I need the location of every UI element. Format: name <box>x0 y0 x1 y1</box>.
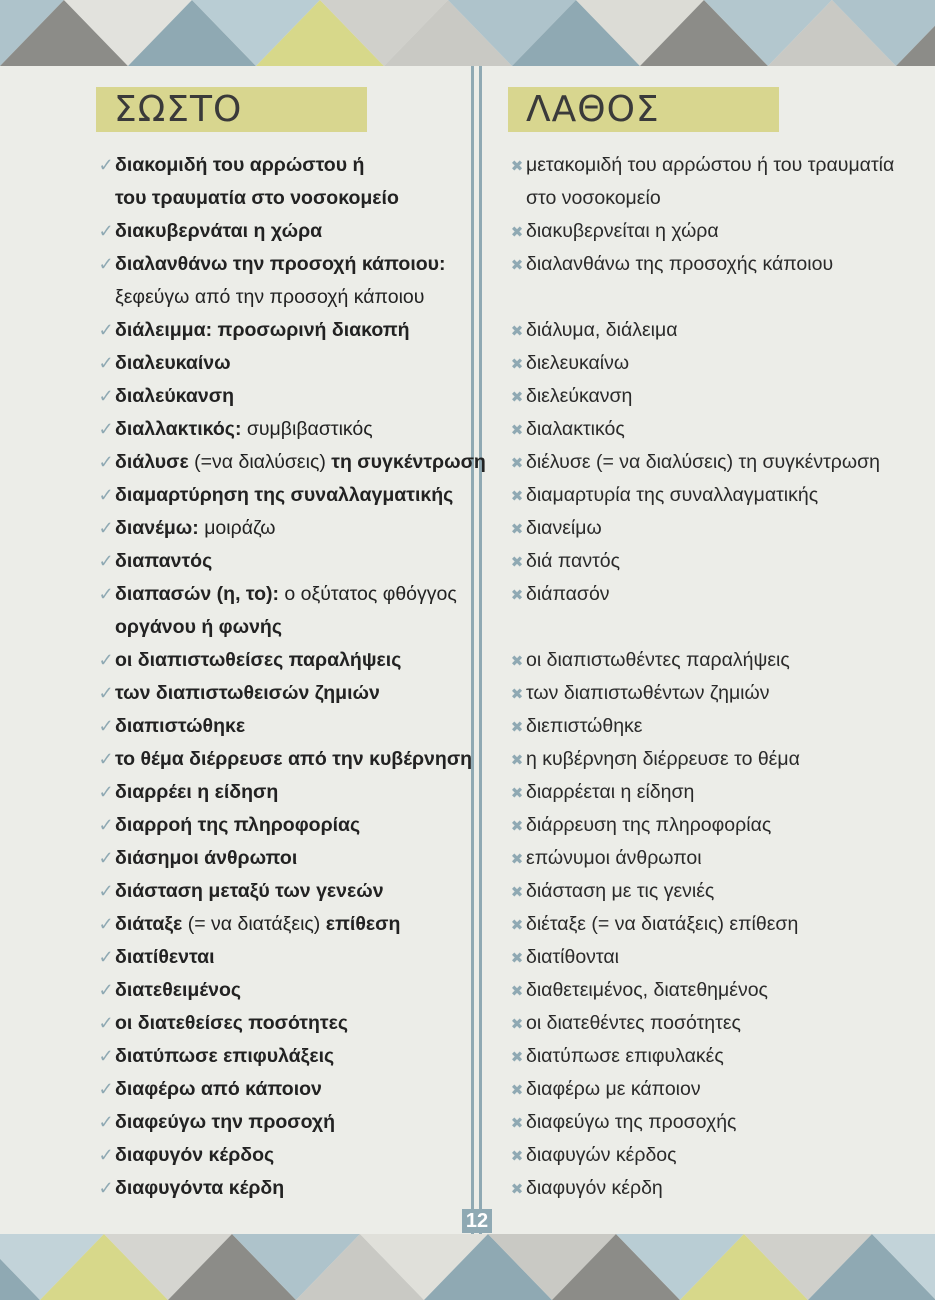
cross-icon: ✖ <box>510 356 524 373</box>
correct-row <box>97 974 472 1007</box>
wrong-text: μετακομιδή του αρρώστου ή του τραυματία <box>526 154 895 176</box>
cross-icon: ✖ <box>510 719 524 736</box>
cross-icon: ✖ <box>510 950 524 967</box>
wrong-row <box>508 1007 928 1040</box>
correct-text-segment: διαλεύκανση <box>115 385 234 407</box>
wrong-text: διέλυσε (= να διαλύσεις) τη συγκέντρωση <box>526 451 880 473</box>
check-icon: ✓ <box>98 914 114 934</box>
cross-icon: ✖ <box>510 653 524 670</box>
correct-text-segment: διαλανθάνω την προσοχή κάποιου: <box>115 253 446 275</box>
wrong-text: διατίθονται <box>526 946 619 968</box>
wrong-row <box>508 512 928 545</box>
correct-text-segment: οι διαπιστωθείσες παραλήψεις <box>115 649 402 671</box>
correct-text-segment: το θέμα διέρρευσε από την κυβέρνηση <box>115 748 473 770</box>
wrong-text: η κυβέρνηση διέρρευσε το θέμα <box>526 748 800 770</box>
wrong-text: επώνυμοι άνθρωποι <box>526 847 702 869</box>
wrong-text: διελευκαίνω <box>526 352 630 374</box>
cross-icon: ✖ <box>510 1049 524 1066</box>
check-icon: ✓ <box>98 749 114 769</box>
correct-text-segment: συμβιβαστικός <box>241 418 373 440</box>
correct-text-segment: (= να διατάξεις) <box>182 913 326 935</box>
correct-row <box>97 1073 472 1106</box>
correct-text-segment: μοιράζω <box>198 517 276 539</box>
wrong-row <box>508 1040 928 1073</box>
correct-row <box>97 875 472 908</box>
check-icon: ✓ <box>98 485 114 505</box>
wrong-row <box>508 611 928 644</box>
decorative-top-band <box>0 0 935 66</box>
correct-header: ΣΩΣΤΟ <box>96 87 367 132</box>
wrong-text: διάρρευση της πληροφορίας <box>526 814 772 836</box>
wrong-text: διαφεύγω της προσοχής <box>526 1111 737 1133</box>
correct-row <box>97 545 472 578</box>
check-icon: ✓ <box>98 782 114 802</box>
wrong-text: των διαπιστωθέντων ζημιών <box>526 682 770 704</box>
check-icon: ✓ <box>98 1046 114 1066</box>
wrong-row <box>508 578 928 611</box>
correct-row <box>97 413 472 446</box>
column-divider-right-line <box>479 66 482 1234</box>
correct-text-segment: διαπιστώθηκε <box>115 715 246 737</box>
correct-row <box>97 182 472 215</box>
wrong-row <box>508 215 928 248</box>
correct-text-segment: διαφυγόντα κέρδη <box>115 1177 285 1199</box>
cross-icon: ✖ <box>510 983 524 1000</box>
check-icon: ✓ <box>98 716 114 736</box>
wrong-row <box>508 413 928 446</box>
correct-text-segment: διαλευκαίνω <box>115 352 231 374</box>
wrong-row <box>508 182 928 215</box>
correct-text-segment: διαφεύγω την προσοχή <box>115 1111 335 1133</box>
check-icon: ✓ <box>98 947 114 967</box>
correct-row <box>97 677 472 710</box>
wrong-text: διά παντός <box>526 550 621 572</box>
check-icon: ✓ <box>98 980 114 1000</box>
wrong-row <box>508 974 928 1007</box>
cross-icon: ✖ <box>510 1181 524 1198</box>
wrong-text: διαλανθάνω της προσοχής κάποιου <box>526 253 834 275</box>
check-icon: ✓ <box>98 584 114 604</box>
wrong-row <box>508 149 928 182</box>
correct-text-segment: οργάνου ή φωνής <box>115 616 282 638</box>
check-icon: ✓ <box>98 551 114 571</box>
correct-row <box>97 842 472 875</box>
correct-row <box>97 1106 472 1139</box>
wrong-row <box>508 776 928 809</box>
wrong-text: διακυβερνείται η χώρα <box>526 220 719 242</box>
check-icon: ✓ <box>98 518 114 538</box>
check-icon: ✓ <box>98 419 114 439</box>
correct-text-segment: διανέμω: <box>115 517 199 539</box>
wrong-text: διαλακτικός <box>526 418 625 440</box>
correct-row <box>97 215 472 248</box>
wrong-text: διεπιστώθηκε <box>526 715 643 737</box>
correct-text-segment: οι διατεθείσες ποσότητες <box>115 1012 349 1034</box>
wrong-row <box>508 347 928 380</box>
cross-icon: ✖ <box>510 1148 524 1165</box>
cross-icon: ✖ <box>510 587 524 604</box>
check-icon: ✓ <box>98 221 114 241</box>
wrong-text: διατύπωσε επιφυλακές <box>526 1045 724 1067</box>
wrong-row <box>508 677 928 710</box>
correct-text-segment: (=να διαλύσεις) <box>188 451 332 473</box>
wrong-row <box>508 941 928 974</box>
correct-text-segment: διάλειμμα: προσωρινή διακοπή <box>115 319 410 341</box>
wrong-row <box>508 1139 928 1172</box>
correct-text-segment: διαπαντός <box>115 550 213 572</box>
correct-text-segment: διαφέρω από κάποιον <box>115 1078 322 1100</box>
correct-text-segment: διαλλακτικός: <box>115 418 242 440</box>
correct-text-segment: διαφυγόν κέρδος <box>115 1144 275 1166</box>
correct-text-segment: διακομιδή του αρρώστου ή <box>115 154 365 176</box>
correct-row <box>97 281 472 314</box>
correct-row <box>97 578 472 611</box>
correct-row <box>97 380 472 413</box>
cross-icon: ✖ <box>510 752 524 769</box>
correct-row <box>97 611 472 644</box>
check-icon: ✓ <box>98 815 114 835</box>
cross-icon: ✖ <box>510 785 524 802</box>
correct-row <box>97 644 472 677</box>
check-icon: ✓ <box>98 1178 114 1198</box>
correct-row <box>97 908 472 941</box>
correct-row <box>97 1040 472 1073</box>
cross-icon: ✖ <box>510 818 524 835</box>
cross-icon: ✖ <box>510 158 524 175</box>
wrong-row <box>508 446 928 479</box>
check-icon: ✓ <box>98 881 114 901</box>
wrong-row <box>508 842 928 875</box>
correct-row <box>97 479 472 512</box>
correct-text-segment: διατίθενται <box>115 946 215 968</box>
cross-icon: ✖ <box>510 1115 524 1132</box>
check-icon: ✓ <box>98 1013 114 1033</box>
correct-text-segment: ο οξύτατος φθόγγος <box>278 583 457 605</box>
triangle-pattern-bottom <box>0 1234 935 1300</box>
cross-icon: ✖ <box>510 323 524 340</box>
correct-text-segment: διακυβερνάται η χώρα <box>115 220 323 242</box>
check-icon: ✓ <box>98 1079 114 1099</box>
wrong-row <box>508 545 928 578</box>
triangle-pattern-top <box>0 0 935 66</box>
wrong-row <box>508 710 928 743</box>
correct-row <box>97 149 472 182</box>
wrong-column <box>508 149 928 1205</box>
wrong-text: διαφυγόν κέρδη <box>526 1177 663 1199</box>
cross-icon: ✖ <box>510 851 524 868</box>
cross-icon: ✖ <box>510 455 524 472</box>
correct-text-segment: του τραυματία στο νοσοκομείο <box>115 187 399 209</box>
correct-row <box>97 710 472 743</box>
cross-icon: ✖ <box>510 488 524 505</box>
check-icon: ✓ <box>98 650 114 670</box>
wrong-text: διαρρέεται η είδηση <box>526 781 695 803</box>
cross-icon: ✖ <box>510 422 524 439</box>
cross-icon: ✖ <box>510 521 524 538</box>
correct-row <box>97 1007 472 1040</box>
correct-row <box>97 941 472 974</box>
correct-text-segment: ξεφεύγω από την προσοχή κάποιου <box>115 286 425 308</box>
wrong-row <box>508 281 928 314</box>
correct-text-segment: διαμαρτύρηση της συναλλαγματικής <box>115 484 454 506</box>
correct-text-segment: των διαπιστωθεισών ζημιών <box>115 682 380 704</box>
check-icon: ✓ <box>98 386 114 406</box>
cross-icon: ✖ <box>510 554 524 571</box>
wrong-row <box>508 380 928 413</box>
check-icon: ✓ <box>98 848 114 868</box>
correct-row <box>97 743 472 776</box>
wrong-text: οι διατεθέντες ποσότητες <box>526 1012 741 1034</box>
wrong-text: διαφέρω με κάποιον <box>526 1078 701 1100</box>
correct-row <box>97 347 472 380</box>
wrong-row <box>508 875 928 908</box>
wrong-text: διέταξε (= να διατάξεις) επίθεση <box>526 913 799 935</box>
wrong-row <box>508 908 928 941</box>
cross-icon: ✖ <box>510 1082 524 1099</box>
check-icon: ✓ <box>98 1112 114 1132</box>
wrong-row <box>508 809 928 842</box>
cross-icon: ✖ <box>510 224 524 241</box>
wrong-text: διανείμω <box>526 517 602 539</box>
wrong-row <box>508 479 928 512</box>
check-icon: ✓ <box>98 353 114 373</box>
correct-text-segment: διαπασών (η, το): <box>115 583 279 605</box>
correct-text-segment: διατεθειμένος <box>115 979 242 1001</box>
check-icon: ✓ <box>98 683 114 703</box>
cross-icon: ✖ <box>510 884 524 901</box>
correct-text-segment: διατύπωσε επιφυλάξεις <box>115 1045 335 1067</box>
cross-icon: ✖ <box>510 389 524 406</box>
wrong-text: διάπασόν <box>526 583 610 605</box>
wrong-text: διάλυμα, διάλειμα <box>526 319 678 341</box>
correct-column <box>97 149 486 1205</box>
cross-icon: ✖ <box>510 917 524 934</box>
correct-text-segment: επίθεση <box>325 913 401 935</box>
wrong-row <box>508 1172 928 1205</box>
check-icon: ✓ <box>98 155 114 175</box>
decorative-bottom-band <box>0 1234 935 1300</box>
wrong-text: διαμαρτυρία της συναλλαγματικής <box>526 484 819 506</box>
correct-row <box>97 1139 472 1172</box>
check-icon: ✓ <box>98 1145 114 1165</box>
correct-text-segment: τη συγκέντρωση <box>331 451 486 473</box>
correct-row <box>97 446 486 479</box>
check-icon: ✓ <box>98 320 114 340</box>
wrong-row <box>508 314 928 347</box>
wrong-header: ΛΑΘΟΣ <box>508 87 779 132</box>
wrong-text: διαφυγών κέρδος <box>526 1144 677 1166</box>
wrong-text: οι διαπιστωθέντες παραλήψεις <box>526 649 790 671</box>
check-icon: ✓ <box>98 452 114 472</box>
correct-row <box>97 248 472 281</box>
wrong-row <box>508 644 928 677</box>
wrong-row <box>508 248 928 281</box>
correct-text-segment: διάλυσε <box>115 451 189 473</box>
correct-text-segment: διάταξε <box>115 913 183 935</box>
cross-icon: ✖ <box>510 686 524 703</box>
wrong-row <box>508 743 928 776</box>
correct-row <box>97 776 472 809</box>
check-icon: ✓ <box>98 254 114 274</box>
cross-icon: ✖ <box>510 257 524 274</box>
correct-text-segment: διάσημοι άνθρωποι <box>115 847 298 869</box>
correct-text-segment: διάσταση μεταξύ των γενεών <box>115 880 384 902</box>
correct-row <box>97 809 472 842</box>
wrong-text: διάσταση με τις γενιές <box>526 880 715 902</box>
cross-icon: ✖ <box>510 1016 524 1033</box>
correct-text-segment: διαρροή της πληροφορίας <box>115 814 361 836</box>
wrong-text: διαθετειμένος, διατεθημένος <box>526 979 768 1001</box>
correct-text-segment: διαρρέει η είδηση <box>115 781 279 803</box>
wrong-row <box>508 1073 928 1106</box>
wrong-text: στο νοσοκομείο <box>526 187 661 209</box>
wrong-row <box>508 1106 928 1139</box>
correct-row <box>97 314 472 347</box>
correct-row <box>97 512 472 545</box>
correct-row <box>97 1172 472 1205</box>
wrong-text: διελεύκανση <box>526 385 633 407</box>
page-number: 12 <box>462 1209 492 1233</box>
